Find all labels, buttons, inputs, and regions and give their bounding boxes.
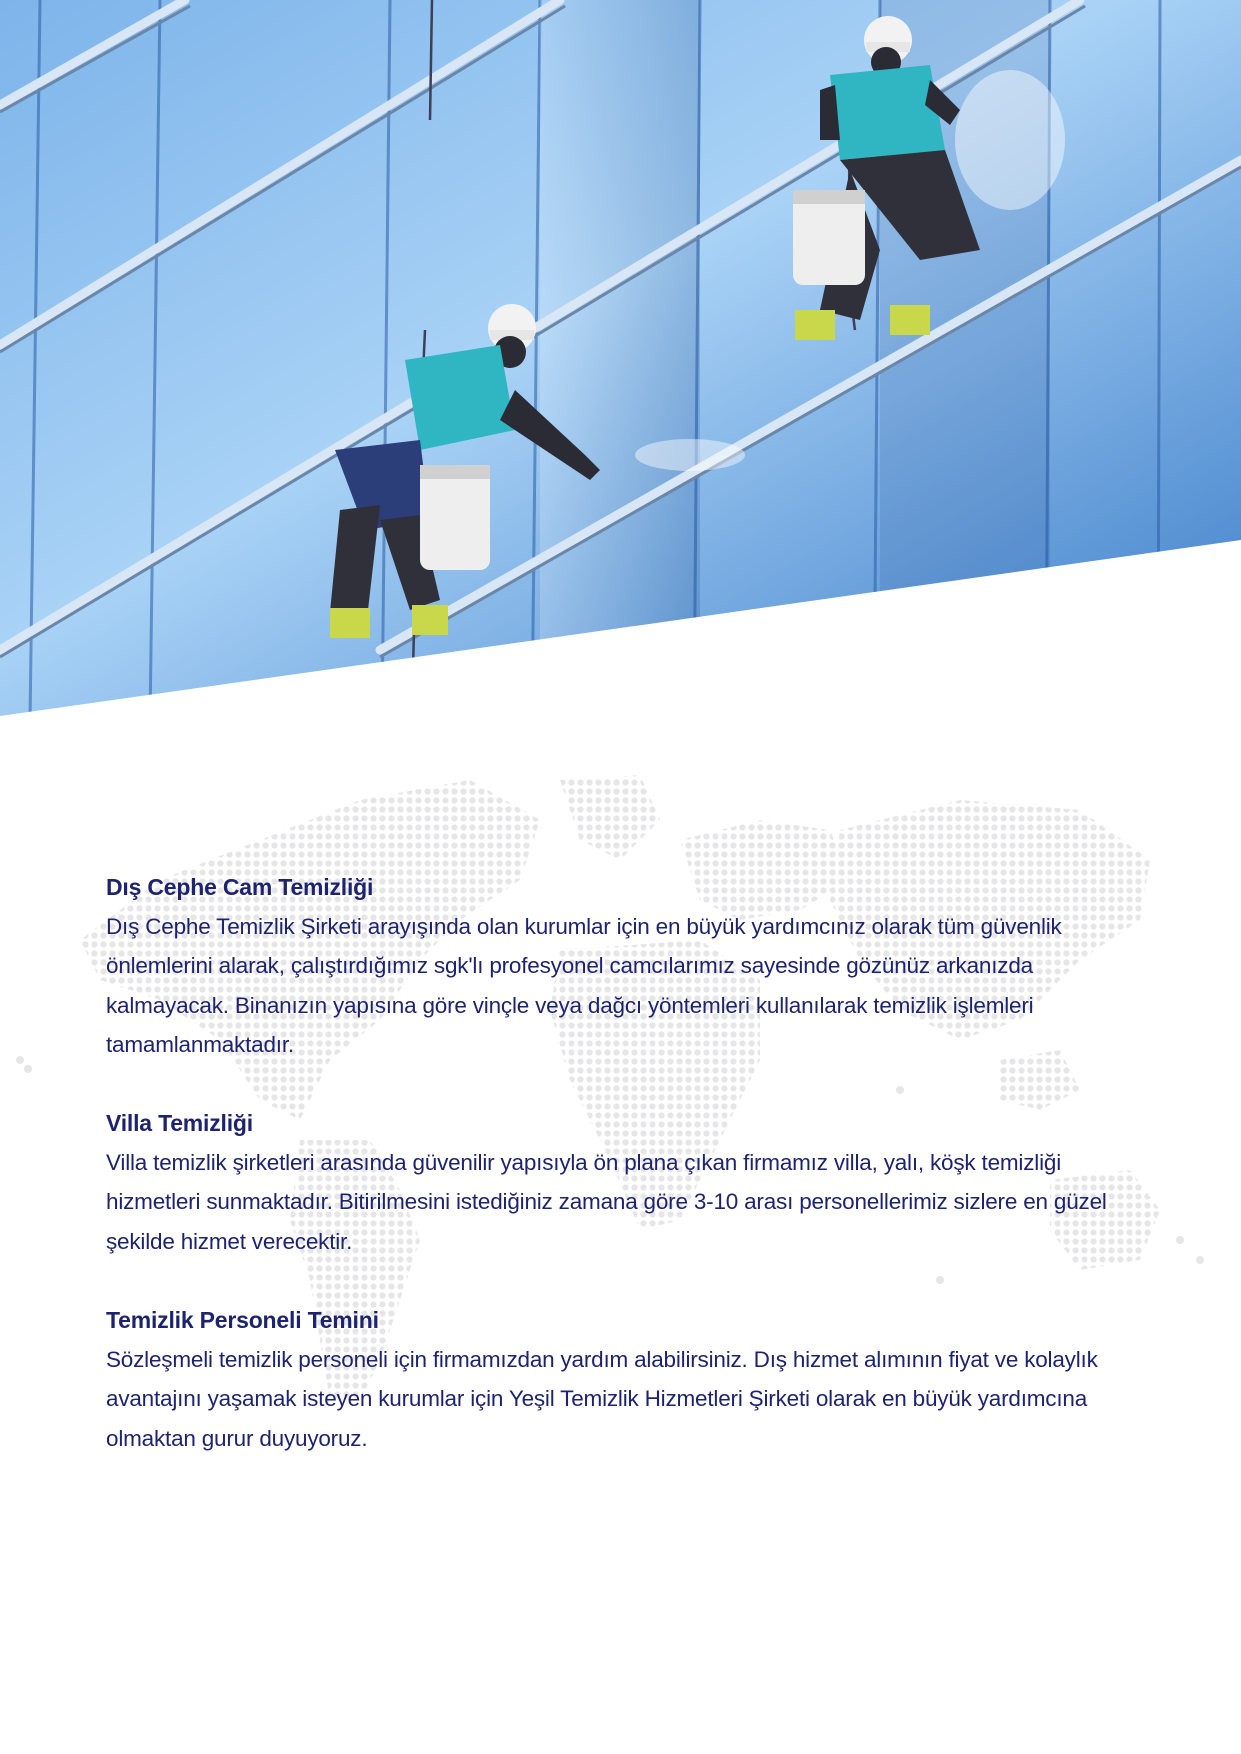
section-body: Sözleşmeli temizlik personeli için firmamızdan yardım alabilirsiniz. Dış hizmet alımının fiyat ve kolaylık avantajını yaşamak isteyen kurumlar için Yeşil Temizlik Hizmetleri Şirketi olarak en büyük yardımcına olmaktan gurur duyuyoruz. xyxy=(106,1347,1098,1451)
section-body: Dış Cephe Temizlik Şirketi arayışında olan kurumlar için en büyük yardımcınız olarak tüm güvenlik önlemlerini alarak, çalıştırdığımız sgk'lı profesyonel camcılarımız sayesinde gözünüz arkanızda kalmayacak. Binanızın yapısına göre vinçle veya dağcı yöntemleri kullanılarak temizlik işlemleri tamamlanmaktadır. xyxy=(106,914,1062,1057)
hero-window-cleaners-photo xyxy=(0,0,1241,720)
section-title: Villa Temizliği xyxy=(106,1110,253,1137)
section-title: Temizlik Personeli Temini xyxy=(106,1307,379,1334)
section-cleaning-staff-supply xyxy=(106,1301,1146,1458)
section-villa-cleaning xyxy=(106,1104,1146,1261)
section-body: Villa temizlik şirketleri arasında güvenilir yapısıyla ön plana çıkan firmamız villa, yalı, köşk temizliği hizmetleri sunmaktadır. Bitirilmesini istediğiniz zamana göre 3-10 arası personellerimiz sizlere en güzel şekilde hizmet verecektir. xyxy=(106,1150,1107,1254)
services-content xyxy=(106,868,1146,1498)
section-title: Dış Cephe Cam Temizliği xyxy=(106,874,374,900)
section-exterior-glass-cleaning xyxy=(106,868,1146,1064)
